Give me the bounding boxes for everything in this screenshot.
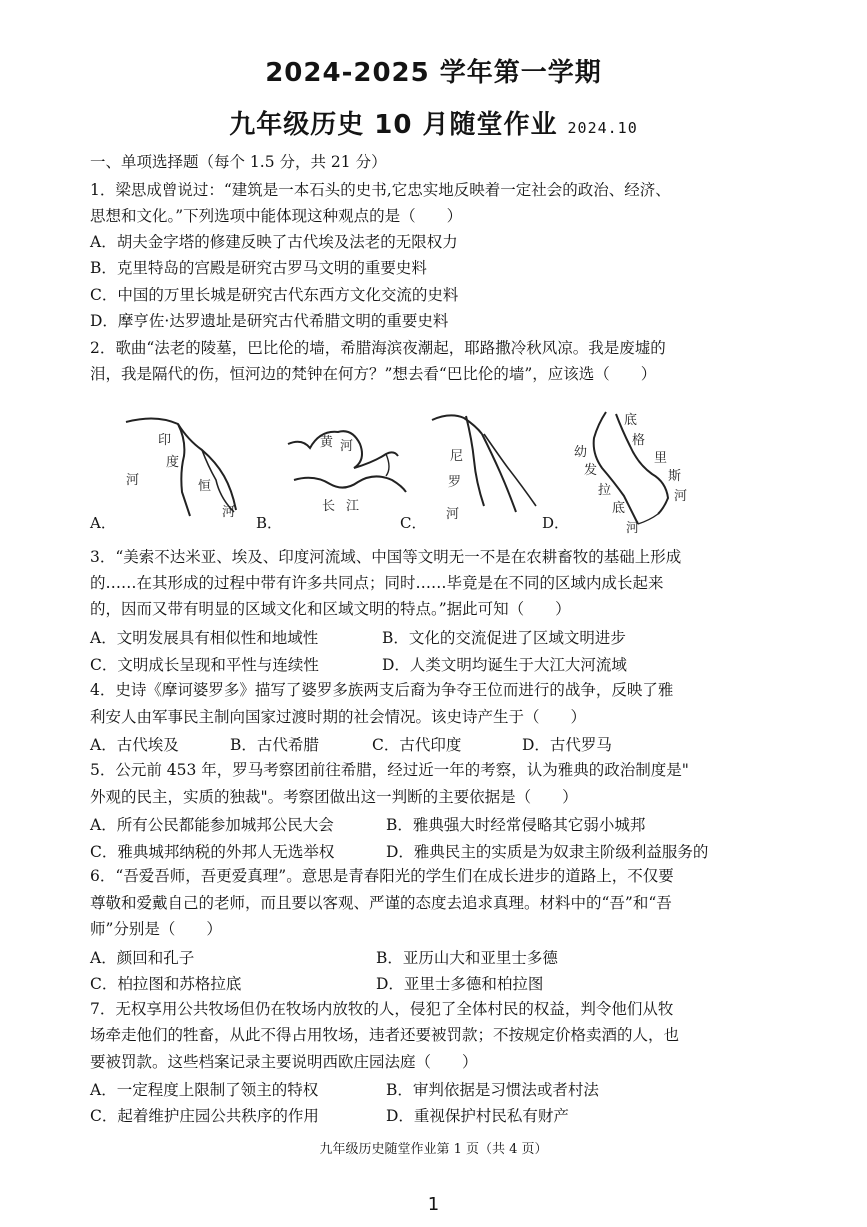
map-a-river-2: 度 bbox=[166, 455, 180, 470]
q6-stem-line3: 师”分别是（ ） bbox=[90, 920, 222, 938]
q7-stem-line3: 要被罚款。这些档案记录主要说明西欧庄园法庭（ ） bbox=[90, 1053, 478, 1071]
map-a-river-1: 印 bbox=[158, 433, 172, 448]
map-d-river-6: 幼 bbox=[574, 445, 588, 460]
q4-stem-line2: 利安人由军事民主制向国家过渡时期的社会情况。该史诗产生于（ ） bbox=[90, 708, 587, 726]
q5-stem-line2: 外观的民主，实质的独裁"。考察团做出这一判断的主要依据是（ ） bbox=[90, 788, 578, 806]
map-c-river-1: 尼 bbox=[450, 449, 464, 464]
q1-option-d[interactable]: D．摩亨佐·达罗遗址是研究古代希腊文明的重要史料 bbox=[90, 312, 449, 330]
q1-option-c[interactable]: C．中国的万里长城是研究古代东西方文化交流的史料 bbox=[90, 286, 459, 304]
map-d-river-5: 河 bbox=[674, 489, 688, 504]
map-a-river-4: 恒 bbox=[198, 479, 212, 494]
q4-option-b[interactable]: B．古代希腊 bbox=[230, 736, 319, 754]
map-d-river-9: 底 bbox=[612, 501, 626, 516]
q1-option-a[interactable]: A．胡夫金字塔的修建反映了古代埃及法老的无限权力 bbox=[90, 233, 458, 251]
q6-option-d[interactable]: D．亚里士多德和柏拉图 bbox=[376, 975, 544, 993]
q3-option-c[interactable]: C．文明成长呈现和平性与连续性 bbox=[90, 656, 319, 674]
map-a-river-3: 河 bbox=[126, 473, 140, 488]
map-d-river-3: 里 bbox=[654, 451, 668, 466]
q1-option-b[interactable]: B．克里特岛的宫殿是研究古罗马文明的重要史料 bbox=[90, 259, 427, 277]
map-d-tigris-euphrates[interactable] bbox=[568, 410, 698, 538]
map-d-river-7: 发 bbox=[584, 463, 598, 478]
q5-stem-line1: 5．公元前 453 年，罗马考察团前往希腊，经过近一年的考察，认为雅典的政治制度是" bbox=[90, 761, 689, 779]
q6-stem-line2: 尊敬和爱戴自己的老师，而且要以客观、严谨的态度去追求真理。材料中的“吾”和“吾 bbox=[90, 894, 672, 912]
q2-stem-line2: 泪，我是隔代的伤，恒河边的梵钟在何方？”想去看“巴比伦的墙”，应该选（ ） bbox=[90, 365, 657, 383]
q6-option-c[interactable]: C．柏拉图和苏格拉底 bbox=[90, 975, 242, 993]
q3-stem-line1: 3．“美索不达米亚、埃及、印度河流域、中国等文明无一不是在农耕畜牧的基础上形成 bbox=[90, 548, 682, 566]
map-c-label[interactable]: C． bbox=[400, 514, 427, 532]
map-a-river-5: 河 bbox=[222, 505, 236, 520]
q5-option-b[interactable]: B．雅典强大时经常侵略其它弱小城邦 bbox=[386, 816, 646, 834]
map-b-river-1: 黄 bbox=[320, 435, 334, 450]
q1-stem-line1: 1．梁思成曾说过：“建筑是一本石头的史书,它忠实地反映着一定社会的政治、经济、 bbox=[90, 181, 671, 199]
page-footer: 九年级历史随堂作业第 1 页（共 4 页） bbox=[319, 1142, 548, 1157]
q2-map-options bbox=[90, 410, 770, 538]
q7-option-d[interactable]: D．重视保护村民私有财产 bbox=[386, 1107, 569, 1125]
q3-option-a[interactable]: A．文明发展具有相似性和地域性 bbox=[90, 629, 319, 647]
q3-stem-line2: 的……在其形成的过程中带有许多共同点；同时……毕竟是在不同的区域内成长起来 bbox=[90, 574, 664, 592]
map-b-river-4: 江 bbox=[346, 499, 360, 514]
q6-option-a[interactable]: A．颜回和孔子 bbox=[90, 949, 195, 967]
q3-option-b[interactable]: B．文化的交流促进了区域文明进步 bbox=[382, 629, 626, 647]
page-number: 1 bbox=[427, 1194, 440, 1215]
map-b-yellow-yangtze[interactable] bbox=[282, 410, 412, 530]
map-c-river-2: 罗 bbox=[448, 475, 462, 490]
map-a-label[interactable]: A． bbox=[90, 514, 116, 532]
map-d-river-1: 底 bbox=[624, 413, 638, 428]
q6-stem-line1: 6．“吾爱吾师，吾更爱真理”。意思是青春阳光的学生们在成长进步的道路上，不仅要 bbox=[90, 867, 674, 885]
q7-option-b[interactable]: B．审判依据是习惯法或者村法 bbox=[386, 1081, 599, 1099]
q7-stem-line1: 7．无权享用公共牧场但仍在牧场内放牧的人，侵犯了全体村民的权益，判令他们从牧 bbox=[90, 1000, 674, 1018]
map-b-river-2: 河 bbox=[340, 439, 354, 454]
q7-option-a[interactable]: A．一定程度上限制了领主的特权 bbox=[90, 1081, 319, 1099]
map-d-label[interactable]: D． bbox=[542, 514, 570, 532]
map-b-river-3: 长 bbox=[322, 499, 336, 514]
q2-stem-line1: 2．歌曲“法老的陵墓，巴比伦的墙，希腊海滨夜潮起，耶路撒冷秋风凉。我是废墟的 bbox=[90, 339, 666, 357]
exam-title: 2024-2025 学年第一学期 bbox=[265, 58, 602, 88]
map-c-river-3: 河 bbox=[446, 507, 460, 522]
q4-option-c[interactable]: C．古代印度 bbox=[372, 736, 462, 754]
q4-option-a[interactable]: A．古代埃及 bbox=[90, 736, 179, 754]
q7-option-c[interactable]: C．起着维护庄园公共秩序的作用 bbox=[90, 1107, 319, 1125]
q3-option-d[interactable]: D．人类文明均诞生于大江大河流域 bbox=[382, 656, 627, 674]
q4-option-d[interactable]: D．古代罗马 bbox=[522, 736, 612, 754]
map-c-nile[interactable] bbox=[426, 410, 556, 530]
q1-stem-line2: 思想和文化。”下列选项中能体现这种观点的是（ ） bbox=[90, 207, 463, 225]
map-b-label[interactable]: B． bbox=[256, 514, 283, 532]
map-d-river-10: 河 bbox=[626, 521, 640, 536]
q5-option-a[interactable]: A．所有公民都能参加城邦公民大会 bbox=[90, 816, 334, 834]
exam-date: 2024.10 bbox=[567, 119, 638, 137]
q5-option-d[interactable]: D．雅典民主的实质是为奴隶主阶级利益服务的 bbox=[386, 843, 709, 861]
q5-option-c[interactable]: C．雅典城邦纳税的外邦人无选举权 bbox=[90, 843, 335, 861]
map-d-river-8: 拉 bbox=[598, 483, 612, 498]
q3-stem-line3: 的，因而又带有明显的区域文化和区域文明的特点。”据此可知（ ） bbox=[90, 600, 571, 618]
section-heading: 一、单项选择题（每个 1.5 分，共 21 分） bbox=[90, 153, 387, 171]
subtitle-text: 九年级历史 10 月随堂作业 bbox=[229, 110, 558, 140]
q4-stem-line1: 4．史诗《摩诃婆罗多》描写了婆罗多族两支后裔为争夺王位而进行的战争，反映了雅 bbox=[90, 681, 674, 699]
map-d-river-2: 格 bbox=[632, 433, 646, 448]
map-d-river-4: 斯 bbox=[668, 469, 682, 484]
exam-subtitle bbox=[0, 104, 867, 141]
q6-option-b[interactable]: B．亚历山大和亚里士多德 bbox=[376, 949, 558, 967]
q7-stem-line2: 场牵走他们的牲畜，从此不得占用牧场，违者还要被罚款；不按规定价格卖酒的人，也 bbox=[90, 1026, 680, 1044]
map-a-indus-ganges[interactable] bbox=[116, 410, 256, 530]
